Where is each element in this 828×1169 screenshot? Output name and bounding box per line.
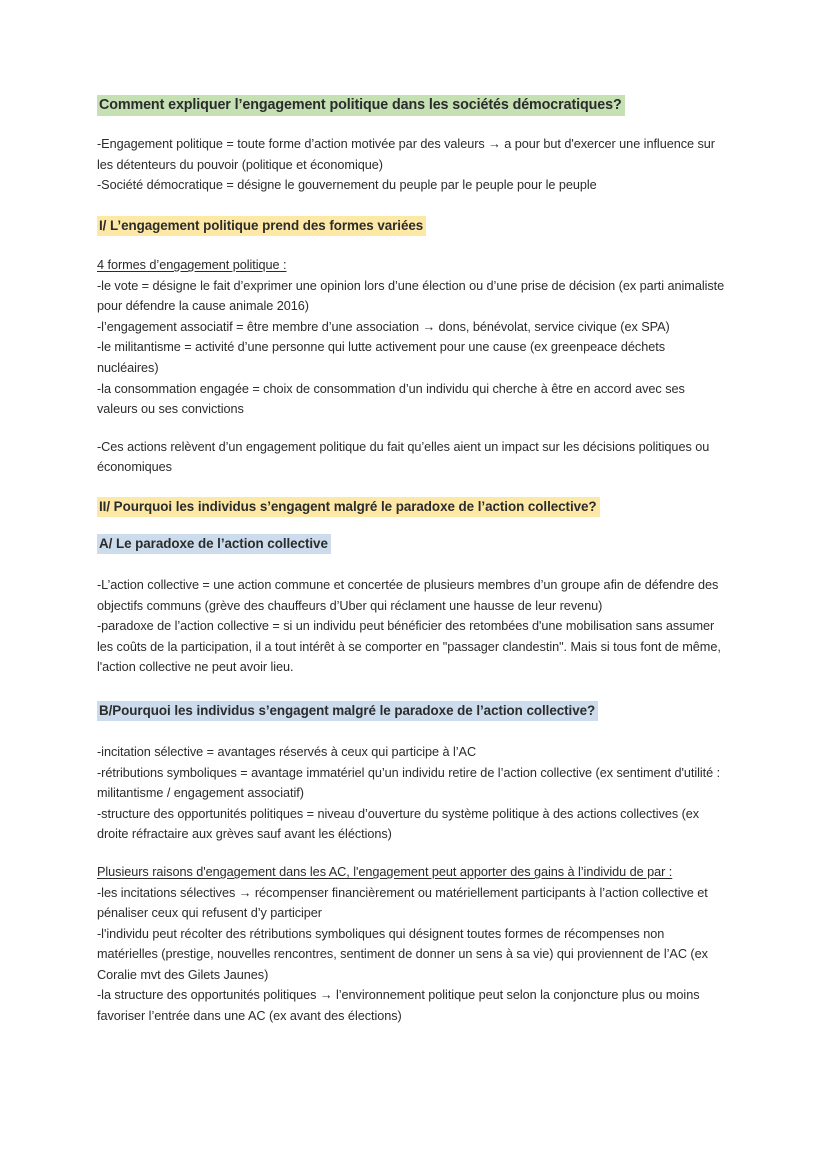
subsection-b-reason-3: -la structure des opportunités politiques → l’environnement politique peut selon la conjoncture plus ou moins favoriser l’entrée dans une AC (ex avant des élections) bbox=[97, 988, 700, 1024]
document-content bbox=[97, 96, 727, 1027]
heading-section-1 bbox=[97, 217, 727, 235]
spacer bbox=[97, 678, 727, 702]
spacer bbox=[97, 845, 727, 862]
subsection-b-structure-opportunites: -structure des opportunités politiques = niveau d’ouverture du système politique à des actions collectives (ex droite réfractaire aux grèves sauf avant les éléctions) bbox=[97, 806, 700, 842]
section-1-conclusion: -Ces actions relèvent d’un engagement politique du fait qu’elles aient un impact sur les décisions politiques ou économiques bbox=[97, 439, 710, 475]
spacer bbox=[97, 516, 727, 535]
heading-section-2-highlight: II/ Pourquoi les individus s’engagent malgré le paradoxe de l’action collective? bbox=[97, 497, 600, 517]
section-1-item-militantisme: -le militantisme = activité d’une personne qui lutte activement pour une cause (ex greenpeace déchets nucléaires) bbox=[97, 340, 665, 376]
heading-subsection-a bbox=[97, 535, 727, 553]
spacer bbox=[97, 420, 727, 437]
heading-section-2 bbox=[97, 498, 727, 516]
heading-subsection-a-highlight: A/ Le paradoxe de l’action collective bbox=[97, 534, 331, 554]
section-1-item-consommation: -la consommation engagée = choix de consommation d’un individu qui cherche à être en accord avec ses valeurs ou ses convictions bbox=[97, 381, 685, 417]
subsection-b-retributions-symboliques: -rétributions symboliques = avantage immatériel qu’un individu retire de l’action collective (ex sentiment d'utilité : militantisme / engagement associatif) bbox=[97, 765, 721, 801]
heading-section-1-highlight: I/ L’engagement politique prend des formes variées bbox=[97, 216, 426, 236]
intro-definition-societe: -Société démocratique = désigne le gouvernement du peuple par le peuple pour le peuple bbox=[97, 178, 597, 193]
subsection-a-definition-paradoxe: -paradoxe de l’action collective = si un individu peut bénéficier des retombées d'une mobilisation sans assumer les coûts de la participation, il a tout intérêt à se comporter en "passager clandestin". Mais si tous font de même, l'action collective ne peut avoir lieu. bbox=[97, 619, 721, 675]
section-1-subtitle-text: 4 formes d’engagement politique : bbox=[97, 258, 287, 273]
heading-subsection-b bbox=[97, 702, 727, 720]
page-title bbox=[97, 96, 727, 115]
page-title-highlight: Comment expliquer l’engagement politique dans les sociétés démocratiques? bbox=[97, 95, 625, 116]
subsection-b-reasons-intro bbox=[97, 862, 727, 883]
spacer bbox=[97, 235, 727, 255]
section-1-item-associatif: -l’engagement associatif = être membre d’une association → dons, bénévolat, service civique (ex SPA) bbox=[97, 319, 670, 334]
subsection-a-definition-action-collective: -L’action collective = une action commune et concertée de plusieurs membres d’un groupe afin de défendre des objectifs communs (grève des chauffeurs d’Uber qui réclament une hausse de leur revenu) bbox=[97, 578, 719, 613]
subsection-b-incitation-selective: -incitation sélective = avantages réservés à ceux qui participe à l’AC bbox=[97, 745, 477, 760]
section-1-subtitle bbox=[97, 255, 727, 276]
subsection-b-reason-1: -les incitations sélectives → récompenser financièrement ou matériellement participants à l’action collective et pénaliser ceux qui refusent d’y participer bbox=[97, 885, 708, 921]
intro-definition-engagement: -Engagement politique = toute forme d’action motivée par des valeurs → a pour but d'exercer une influence sur les détenteurs du pouvoir (politique et économique) bbox=[97, 137, 715, 172]
spacer bbox=[97, 553, 727, 575]
subsection-b-reason-2: -l'individu peut récolter des rétributions symboliques qui désignent toutes formes de récompenses non matérielles (prestige, nouvelles rencontres, sentiment de donner un sens à sa vie) qui proviennent de l’AC (ex Coralie mvt des Gilets Jaunes) bbox=[97, 926, 708, 982]
spacer bbox=[97, 115, 727, 134]
spacer bbox=[97, 196, 727, 217]
section-1-item-vote: -le vote = désigne le fait d’exprimer une opinion lors d’une élection ou d’une prise de décision (ex parti animaliste pour défendre la cause animale 2016) bbox=[97, 278, 725, 314]
spacer bbox=[97, 478, 727, 498]
heading-subsection-b-highlight: B/Pourquoi les individus s’engagent malgré le paradoxe de l’action collective? bbox=[97, 701, 598, 721]
subsection-b-reasons-intro-text: Plusieurs raisons d'engagement dans les AC, l'engagement peut apporter des gains à l’individu de par : bbox=[97, 864, 673, 879]
spacer bbox=[97, 720, 727, 742]
